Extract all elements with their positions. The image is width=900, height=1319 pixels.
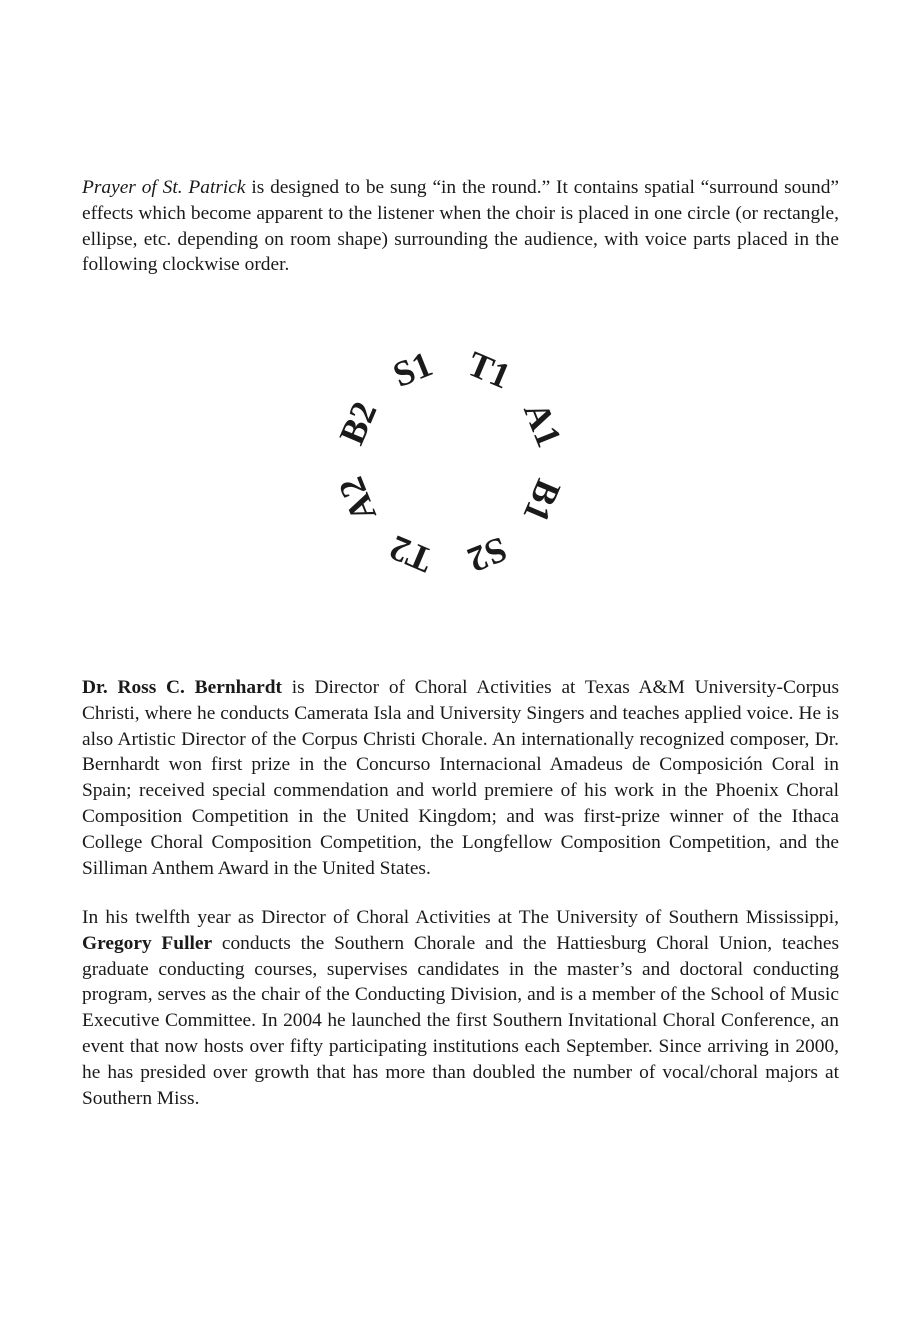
voice-part-s1: S1 <box>387 343 438 395</box>
voice-part-t1: T1 <box>461 343 517 397</box>
fuller-text-after: conducts the Southern Chorale and the Hattiesburg Choral Union, teaches graduate conducting courses, supervises candidates in the master’s and doctoral conducting program, serves as the chair of the Conducting Division, and is a member of the School of Music Executive Committee. In 2004 he launched the first Southern Invitational Choral Conference, an event that now hosts over fifty participating institutions each September. Since arriving in 2000, he has presided over growth that has more than doubled the number of vocal/choral majors at Southern Miss. <box>82 932 839 1109</box>
intro-text: is designed to be sung “in the round.” It contains spatial “surround sound” effects which become apparent to the listener when the choir is placed in one circle (or rectangle, ellipse, etc. depending on room shape) surrounding the audience, with voice parts placed in the following clockwise order. <box>82 177 839 276</box>
voice-part-labels <box>330 343 569 580</box>
work-title: Prayer of St. Patrick <box>82 177 246 198</box>
intro-paragraph <box>82 175 839 278</box>
fuller-name: Gregory Fuller <box>82 932 213 954</box>
voice-part-s2: S2 <box>462 529 513 581</box>
bernhardt-name: Dr. Ross C. Bernhardt <box>82 677 282 698</box>
bernhardt-text: is Director of Choral Activities at Texas A&M University-Corpus Christi, where he conducts Camerata Isla and University Singers and teaches applied voice. He is also Artistic Director of the Corpus Christi Chorale. An internationally recognized composer, Dr. Bernhardt won first prize in the Concurso Internacional Amadeus de Composición Coral in Spain; received special commendation and world premiere of his work in the Phoenix Choral Composition Competition in the United Kingdom; and was first-prize winner of the Ithaca College Choral Composition Competition, the Longfellow Composition Competition, and the Silliman Anthem Award in the United States. <box>82 677 839 879</box>
fuller-text-before: In his twelfth year as Director of Choral Activities at The University of Southern Mississippi, <box>82 907 839 928</box>
bio-bernhardt <box>82 675 839 881</box>
bio-fuller <box>82 905 839 1111</box>
voice-part-b2: B2 <box>331 395 385 451</box>
voice-part-b1: B1 <box>515 473 569 529</box>
voice-part-t2: T2 <box>383 527 439 581</box>
voice-part-a2: A2 <box>330 471 385 528</box>
voice-part-a1: A1 <box>515 396 570 453</box>
